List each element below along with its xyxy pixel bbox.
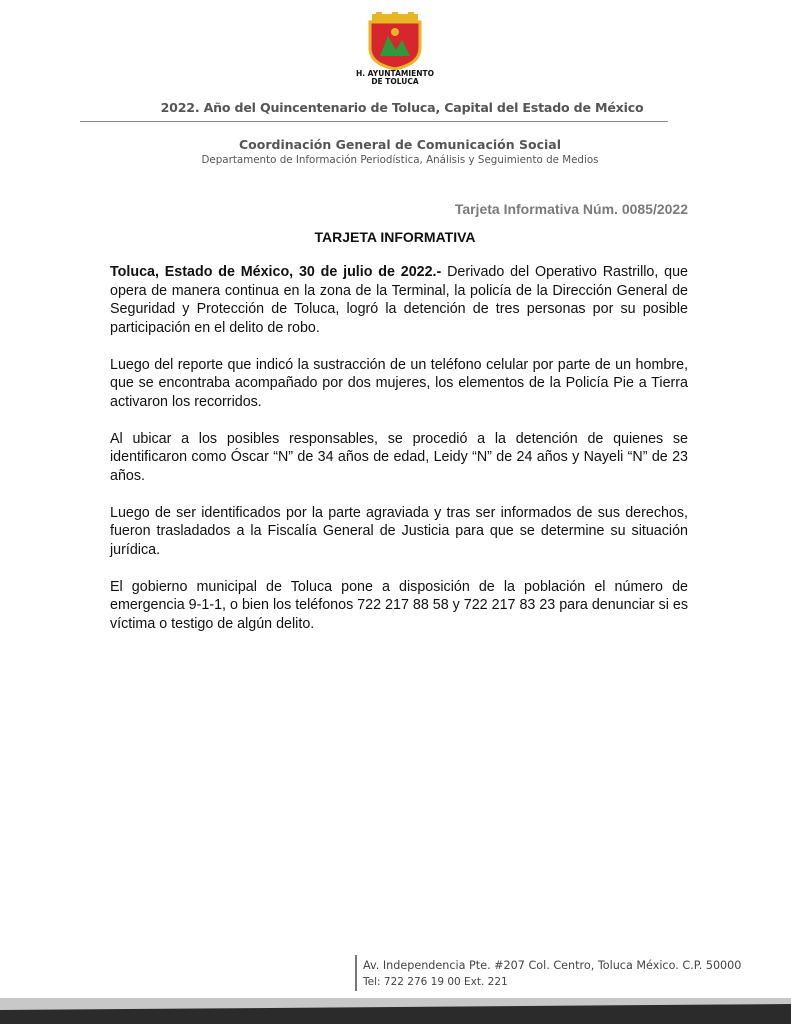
paragraph-4: Luego de ser identificados por la parte agraviada y tras ser informados de sus derechos, fueron trasladados a la Fiscalía General de Justicia para que se determine su situación jurídica. — [110, 504, 688, 558]
logo-caption-line-2: DE TOLUCA — [371, 77, 419, 86]
footer-address: Av. Independencia Pte. #207 Col. Centro, Toluca México. C.P. 50000 — [363, 959, 742, 972]
document-body — [110, 263, 688, 652]
coordination-heading: Coordinación General de Comunicación Social — [239, 137, 561, 152]
paragraph-1-text: Derivado del Operativo Rastrillo, que opera de manera continua en la zona de la Terminal, la policía de la Dirección General de Seguridad y Protección de Toluca, logró la detención de tres personas por su posible participación en el delito de robo. — [110, 264, 688, 336]
paragraph-1 — [110, 263, 688, 337]
paragraph-3: Al ubicar a los posibles responsables, se procedió a la detención de quienes se identificaron como Óscar “N” de 34 años de edad, Leidy “N” de 24 años y Nayeli “N” de 23 años. — [110, 430, 688, 484]
department-heading: Departamento de Información Periodística, Análisis y Seguimiento de Medios — [201, 154, 599, 166]
document-title: TARJETA INFORMATIVA — [314, 229, 476, 245]
paragraph-5: El gobierno municipal de Toluca pone a disposición de la población el número de emergencia 9-1-1, o bien los teléfonos 722 217 88 58 y 722 217 83 23 para denunciar si es víctima o testigo de algún delito. — [110, 578, 688, 632]
document-number: Tarjeta Informativa Núm. 0085/2022 — [454, 201, 688, 217]
footer-phone: Tel: 722 276 19 00 Ext. 221 — [363, 976, 508, 988]
shield-icon — [362, 12, 428, 70]
paragraph-2: Luego del reporte que indicó la sustracción de un teléfono celular por parte de un hombre, que se encontraba acompañado por dos mujeres, los elementos de la Policía Pie a Tierra activaron los recorridos. — [110, 356, 688, 410]
header-divider — [80, 121, 668, 122]
year-motto: 2022. Año del Quincentenario de Toluca, Capital del Estado de México — [160, 100, 644, 115]
logo-caption — [330, 70, 460, 86]
logo-caption-line-1: H. AYUNTAMIENTO — [355, 69, 435, 78]
footer-decorative-band — [0, 998, 791, 1024]
footer-contact — [363, 958, 741, 990]
footer-divider — [355, 955, 357, 991]
dateline: Toluca, Estado de México, 30 de julio de 2022.- — [110, 264, 442, 280]
